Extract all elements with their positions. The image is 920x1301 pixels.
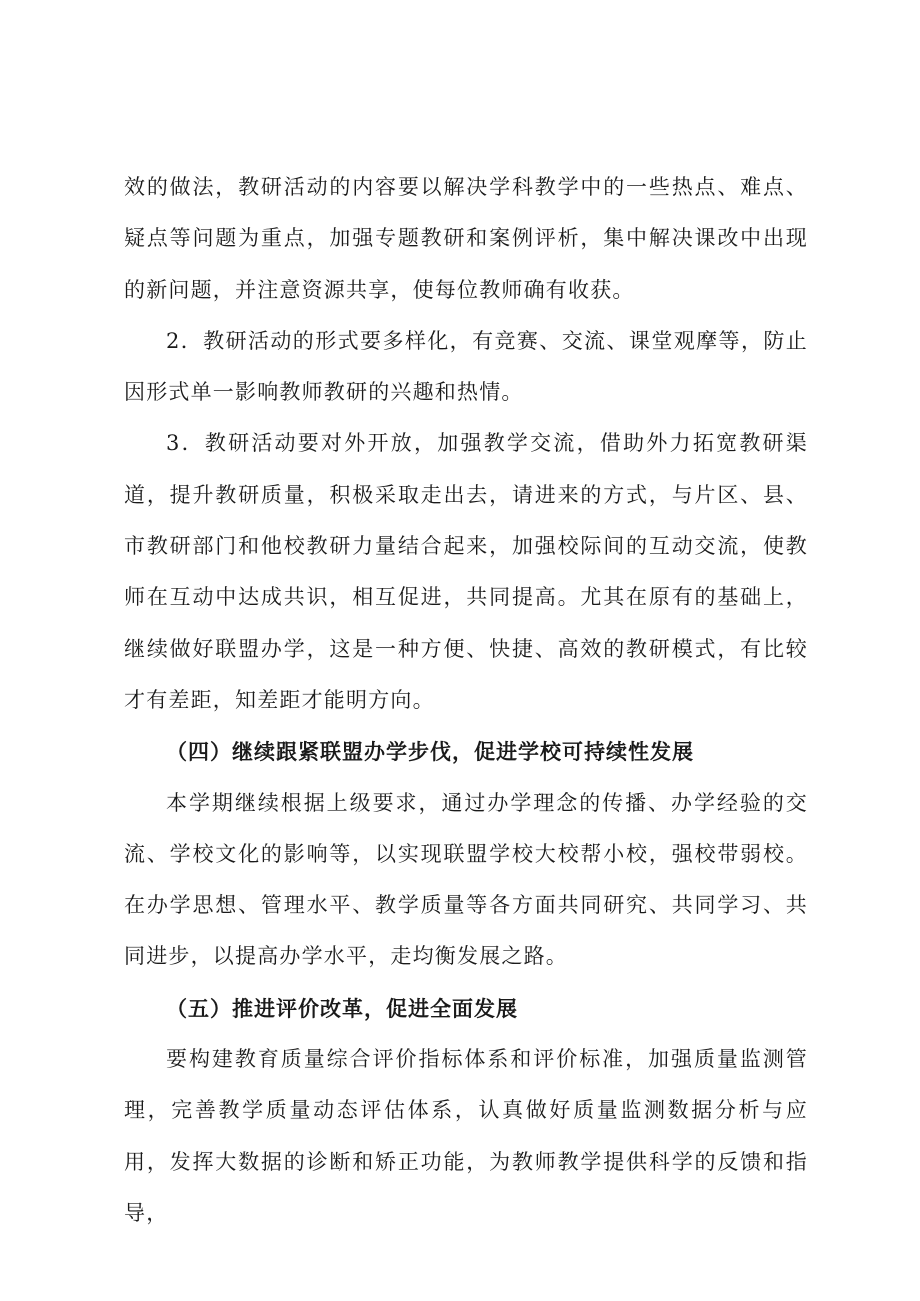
section-heading-4: （四）继续跟紧联盟办学步伐，促进学校可持续性发展	[166, 739, 694, 765]
section-heading-5: （五）推进评价改革，促进全面发展	[166, 995, 518, 1021]
document-body	[124, 162, 808, 1239]
paragraph-item-2: 2．教研活动的形式要多样化，有竞赛、交流、课堂观摩等，防止因形式单一影响教师教研的兴趣和热情。	[124, 328, 808, 405]
paragraph-evaluation: 要构建教育质量综合评价指标体系和评价标准，加强质量监测管理，完善教学质量动态评估体系，认真做好质量监测数据分析与应用，发挥大数据的诊断和矫正功能，为教师教学提供科学的反馈和指导，	[124, 1047, 808, 1225]
paragraph-alliance: 本学期继续根据上级要求，通过办学理念的传播、办学经验的交流、学校文化的影响等，以实现联盟学校大校帮小校，强校带弱校。在办学思想、管理水平、教学质量等各方面共同研究、共同学习、共同进步，以提高办学水平，走均衡发展之路。	[124, 790, 808, 969]
paragraph-continuation: 效的做法，教研活动的内容要以解决学科教学中的一些热点、难点、疑点等问题为重点，加强专题教研和案例评析，集中解决课改中出现的新问题，并注意资源共享，使每位教师确有收获。	[124, 175, 808, 302]
paragraph-item-3: 3．教研活动要对外开放，加强教学交流，借助外力拓宽教研渠道，提升教研质量，积极采取走出去，请进来的方式，与片区、县、市教研部门和他校教研力量结合起来，加强校际间的互动交流，使教师在互动中达成共识，相互促进，共同提高。尤其在原有的基础上，继续做好联盟办学，这是一种方便、快捷、高效的教研模式，有比较才有差距，知差距才能明方向。	[124, 431, 808, 712]
